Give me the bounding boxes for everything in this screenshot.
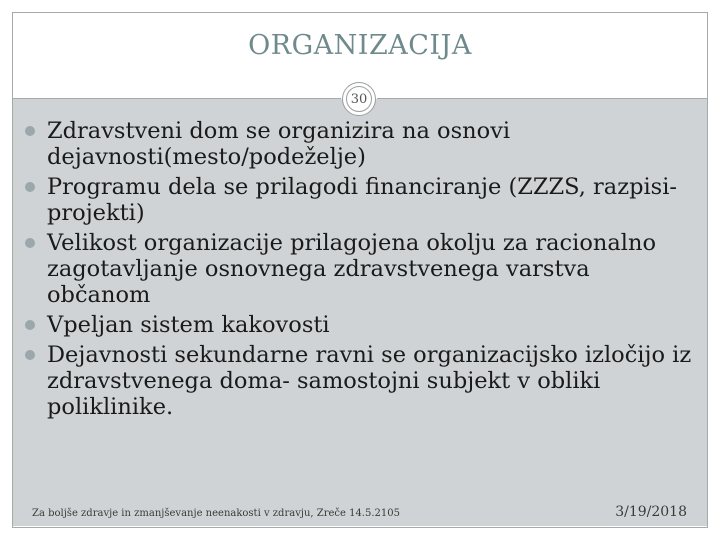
bullet-icon	[25, 126, 35, 136]
divider-right	[377, 98, 707, 99]
bullet-icon	[25, 350, 35, 360]
bullet-icon	[25, 320, 35, 330]
bullet-icon	[25, 182, 35, 192]
bullet-text: Programu dela se prilagodi financiranje (ZZZS, razpisi-projekti)	[47, 174, 678, 226]
bullet-item	[22, 342, 692, 420]
bullet-text: Vpeljan sistem kakovosti	[47, 312, 330, 338]
slide-number: 30	[350, 91, 368, 107]
slide-title: ORGANIZACIJA	[248, 30, 472, 61]
bullet-item	[22, 312, 692, 338]
bullet-item	[22, 230, 692, 308]
bullet-text: Velikost organizacije prilagojena okolju za racionalno zagotavljanje osnovnega zdravstvenega varstva občanom	[47, 230, 657, 308]
footer-caption: Za boljše zdravje in zmanjševanje neenakosti v zdravju, Zreče 14.5.2105	[32, 508, 400, 519]
bullet-item	[22, 118, 692, 170]
bullet-text: Dejavnosti sekundarne ravni se organizacijsko izločijo iz zdravstvenega doma- samostojni subjekt v obliki poliklinike.	[47, 342, 692, 420]
bullet-icon	[25, 238, 35, 248]
bullet-item	[22, 174, 692, 226]
divider-left	[13, 98, 341, 99]
footer-date: 3/19/2018	[615, 504, 687, 520]
bullet-list	[22, 118, 692, 424]
bullet-text: Zdravstveni dom se organizira na osnovi dejavnosti(mesto/podeželje)	[47, 118, 511, 170]
slide-number-badge	[342, 82, 376, 116]
